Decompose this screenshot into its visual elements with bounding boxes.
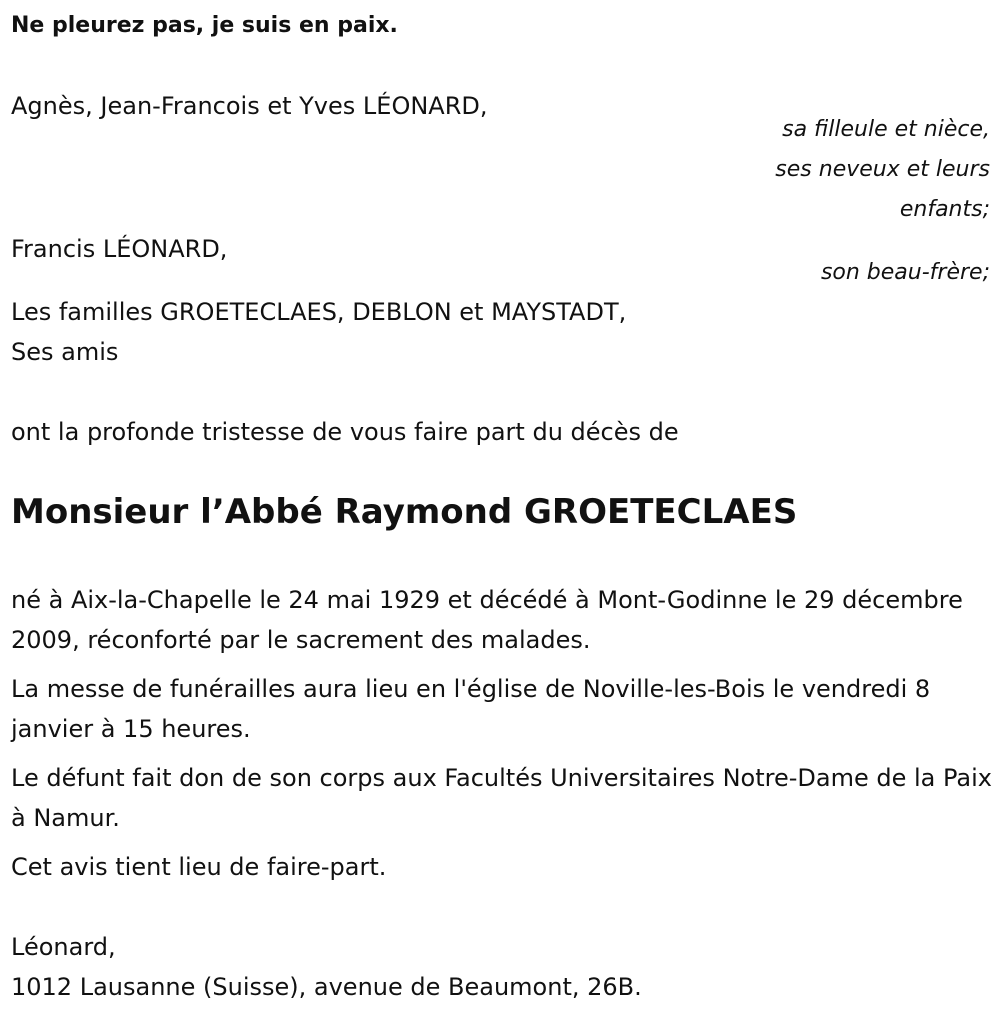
family-names-2: Francis LÉONARD,	[11, 235, 228, 263]
deceased-name: Monsieur l’Abbé Raymond GROETECLAES	[11, 492, 798, 532]
detail-birth-death: né à Aix-la-Chapelle le 24 mai 1929 et décédé à Mont-Godinne le 29 décembre 2009, réconforté par le sacrement des malades.	[11, 586, 963, 654]
announcement: ont la profonde tristesse de vous faire part du décès de	[11, 418, 679, 446]
family-relation-1-line-2: ses neveux et leurs	[775, 157, 990, 182]
family-relation-2-line-1: son beau-frère;	[820, 260, 990, 285]
friends: Ses amis	[11, 338, 119, 366]
detail-funeral: La messe de funérailles aura lieu en l'église de Noville-les-Bois le vendredi 8 janvier à 15 heures.	[11, 675, 931, 743]
family-relation-1-line-3: enfants;	[899, 197, 990, 222]
detail-notice: Cet avis tient lieu de faire-part.	[11, 853, 387, 881]
epitaph: Ne pleurez pas, je suis en paix.	[11, 13, 398, 38]
other-families: Les familles GROETECLAES, DEBLON et MAYSTADT,	[11, 298, 627, 326]
detail-body-donation: Le défunt fait don de son corps aux Facultés Universitaires Notre-Dame de la Paix à Namur.	[11, 764, 992, 832]
address-name: Léonard,	[11, 933, 116, 961]
family-names-1: Agnès, Jean-Francois et Yves LÉONARD,	[11, 92, 488, 120]
family-relation-1-line-1: sa filleule et nièce,	[782, 117, 990, 142]
address-line: 1012 Lausanne (Suisse), avenue de Beaumont, 26B.	[11, 973, 642, 1001]
